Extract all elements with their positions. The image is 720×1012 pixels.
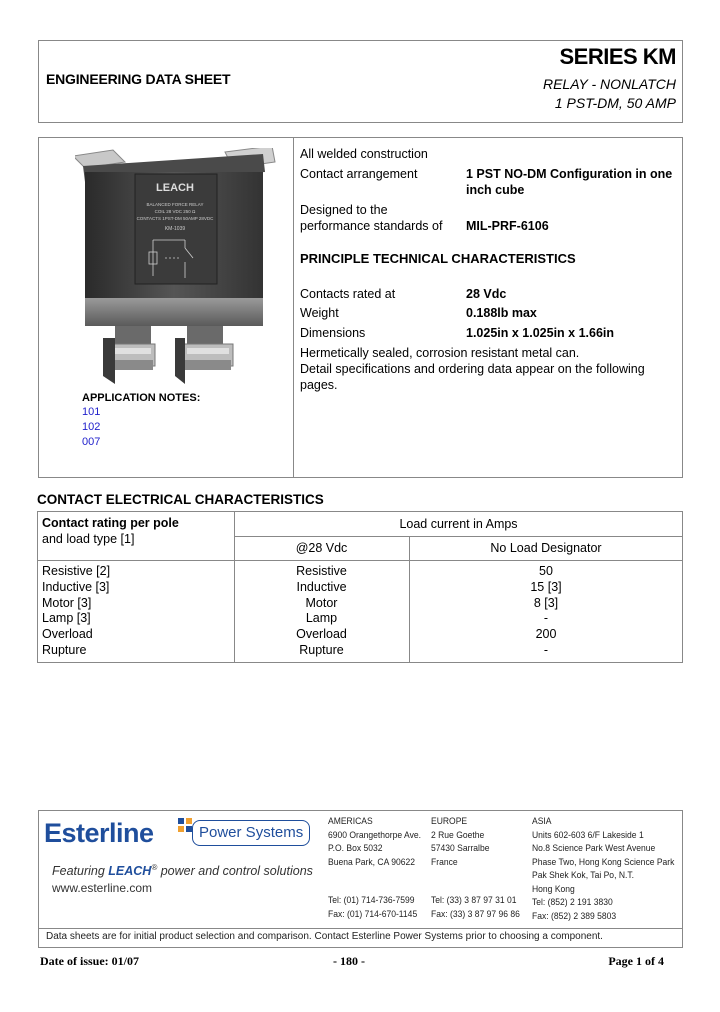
application-note-link[interactable]: 007: [82, 436, 101, 448]
region-title: AMERICAS: [328, 816, 373, 827]
doc-type-title: ENGINEERING DATA SHEET: [46, 71, 231, 87]
application-note-link[interactable]: 102: [82, 421, 101, 433]
spec-value: 28 Vdc: [466, 287, 507, 301]
relay-photo: [75, 148, 280, 388]
website-link[interactable]: www.esterline.com: [52, 881, 153, 895]
logo-division-box: [192, 820, 310, 846]
europe-address: [431, 815, 489, 869]
contact-arrangement-label: Contact arrangement: [300, 167, 418, 181]
address-line: P.O. Box 5032: [328, 843, 383, 854]
registered-mark: ®: [151, 863, 158, 872]
disclaimer: Data sheets are for initial product selection and comparison. Contact Esterline Power Systems prior to choosing a component.: [46, 931, 603, 942]
spec-value: 1.025in x 1.025in x 1.66in: [466, 326, 615, 340]
relay-label-line1: BALANCED FORCE RELAY: [146, 202, 204, 207]
table-header-col2: @28 Vdc: [295, 541, 348, 555]
relay-label-line3: CONTACTS 1PST-DM 50AMP 28VDC: [136, 216, 214, 221]
relay-base: [85, 298, 263, 326]
row-noload: -: [543, 643, 549, 657]
row-type: Overload: [42, 627, 93, 641]
row-type: Rupture: [42, 643, 87, 657]
phone-number: Tel: (852) 2 191 3830: [532, 897, 613, 908]
note-text: Hermetically sealed, corrosion resistant metal can.: [300, 346, 580, 360]
table-header-col1-cont: and load type [1]: [42, 532, 135, 546]
address-line: Hong Kong: [532, 883, 575, 895]
row-noload: 200: [535, 627, 557, 641]
note-text: pages.: [300, 378, 338, 392]
featuring-text-end: power and control solutions: [157, 864, 313, 879]
terminal-right: [183, 344, 233, 370]
issue-date: Date of issue: 01/07: [40, 954, 139, 968]
europe-contact: [431, 894, 520, 921]
spec-label: Contacts rated at: [300, 287, 396, 301]
table-header-col1: Contact rating per pole: [42, 516, 179, 530]
phone-number: Tel: (01) 714-736-7599: [328, 895, 415, 906]
row-noload: 8 [3]: [533, 596, 559, 610]
logo-wordmark: Esterline: [44, 818, 154, 848]
address-line: Buena Park, CA 90622: [328, 856, 415, 868]
contact-arrangement-value-cont: inch cube: [466, 183, 525, 197]
note-text: Detail specifications and ordering data appear on the following: [300, 362, 645, 376]
contact-table-title: CONTACT ELECTRICAL CHARACTERISTICS: [37, 492, 324, 507]
relay-type: RELAY - NONLATCH: [542, 76, 676, 92]
row-type: Inductive [3]: [42, 580, 110, 594]
logo-division: Power Systems: [199, 824, 304, 841]
row-at28: Lamp: [305, 611, 338, 625]
fax-number: Fax: (852) 2 389 5803: [532, 910, 617, 922]
featuring-text: Featuring: [52, 864, 109, 879]
phone-number: Tel: (33) 3 87 97 31 01: [431, 895, 517, 906]
relay-label-line2: COIL 28 VDC 250 Ω: [154, 209, 196, 214]
address-line: Units 602-603 6/F Lakeside 1: [532, 829, 644, 841]
address-line: Phase Two, Hong Kong Science Park: [532, 856, 675, 868]
product-divider: [293, 137, 294, 478]
designed-label-cont: performance standards of: [300, 219, 443, 233]
construction-text: All welded construction: [300, 147, 428, 161]
address-line: 2 Rue Goethe: [431, 829, 485, 841]
table-group-header: Load current in Amps: [399, 517, 518, 531]
relay-model: KM-1039: [164, 226, 186, 232]
row-noload: 15 [3]: [530, 580, 562, 594]
application-note-link[interactable]: 101: [82, 406, 101, 418]
contact-arrangement-value: 1 PST NO-DM Configuration in one: [466, 167, 673, 181]
designed-value: MIL-PRF-6106: [466, 219, 549, 233]
bracket-right: [175, 338, 185, 384]
relay-brand: LEACH: [156, 182, 194, 194]
row-type: Lamp [3]: [42, 611, 91, 625]
row-at28: Rupture: [299, 643, 344, 657]
address-line: 57430 Sarralbe: [431, 843, 490, 854]
designed-label: Designed to the: [300, 203, 388, 217]
region-title: EUROPE: [431, 816, 468, 827]
row-at28: Inductive: [296, 580, 347, 594]
row-type: Motor [3]: [42, 596, 92, 610]
esterline-logo: [44, 816, 324, 856]
row-noload: -: [543, 611, 549, 625]
region-title: ASIA: [532, 816, 552, 827]
table-header-col3: No Load Designator: [490, 541, 602, 555]
spec-label: Weight: [300, 306, 339, 320]
bracket-left: [103, 338, 115, 384]
address-line: Pak Shek Kok, Tai Po, N.T.: [532, 870, 635, 881]
asia-address: [532, 815, 674, 923]
americas-address: [328, 815, 421, 869]
relay-config: 1 PST-DM, 50 AMP: [554, 95, 676, 111]
application-notes-title: APPLICATION NOTES:: [82, 392, 201, 404]
address-line: No.8 Science Park West Avenue: [532, 843, 656, 854]
page-of: Page 1 of 4: [608, 954, 664, 968]
address-line: France: [431, 856, 458, 868]
row-at28: Resistive: [296, 564, 347, 578]
featuring-line: [52, 863, 313, 878]
series-title: SERIES KM: [559, 44, 676, 69]
row-at28: Overload: [296, 627, 347, 641]
tech-title: PRINCIPLE TECHNICAL CHARACTERISTICS: [300, 251, 576, 266]
row-at28: Motor: [305, 596, 338, 610]
row-type: Resistive [2]: [42, 564, 111, 578]
fax-number: Fax: (01) 714-670-1145: [328, 908, 418, 920]
fax-number: Fax: (33) 3 87 97 96 86: [431, 908, 520, 920]
spec-label: Dimensions: [300, 326, 366, 340]
page-number: - 180 -: [333, 954, 365, 968]
featuring-brand: LEACH: [108, 864, 152, 879]
row-noload: 50: [539, 564, 553, 578]
address-line: 6900 Orangethorpe Ave.: [328, 829, 422, 841]
americas-contact: [328, 894, 417, 921]
spec-value: 0.188lb max: [466, 306, 537, 320]
